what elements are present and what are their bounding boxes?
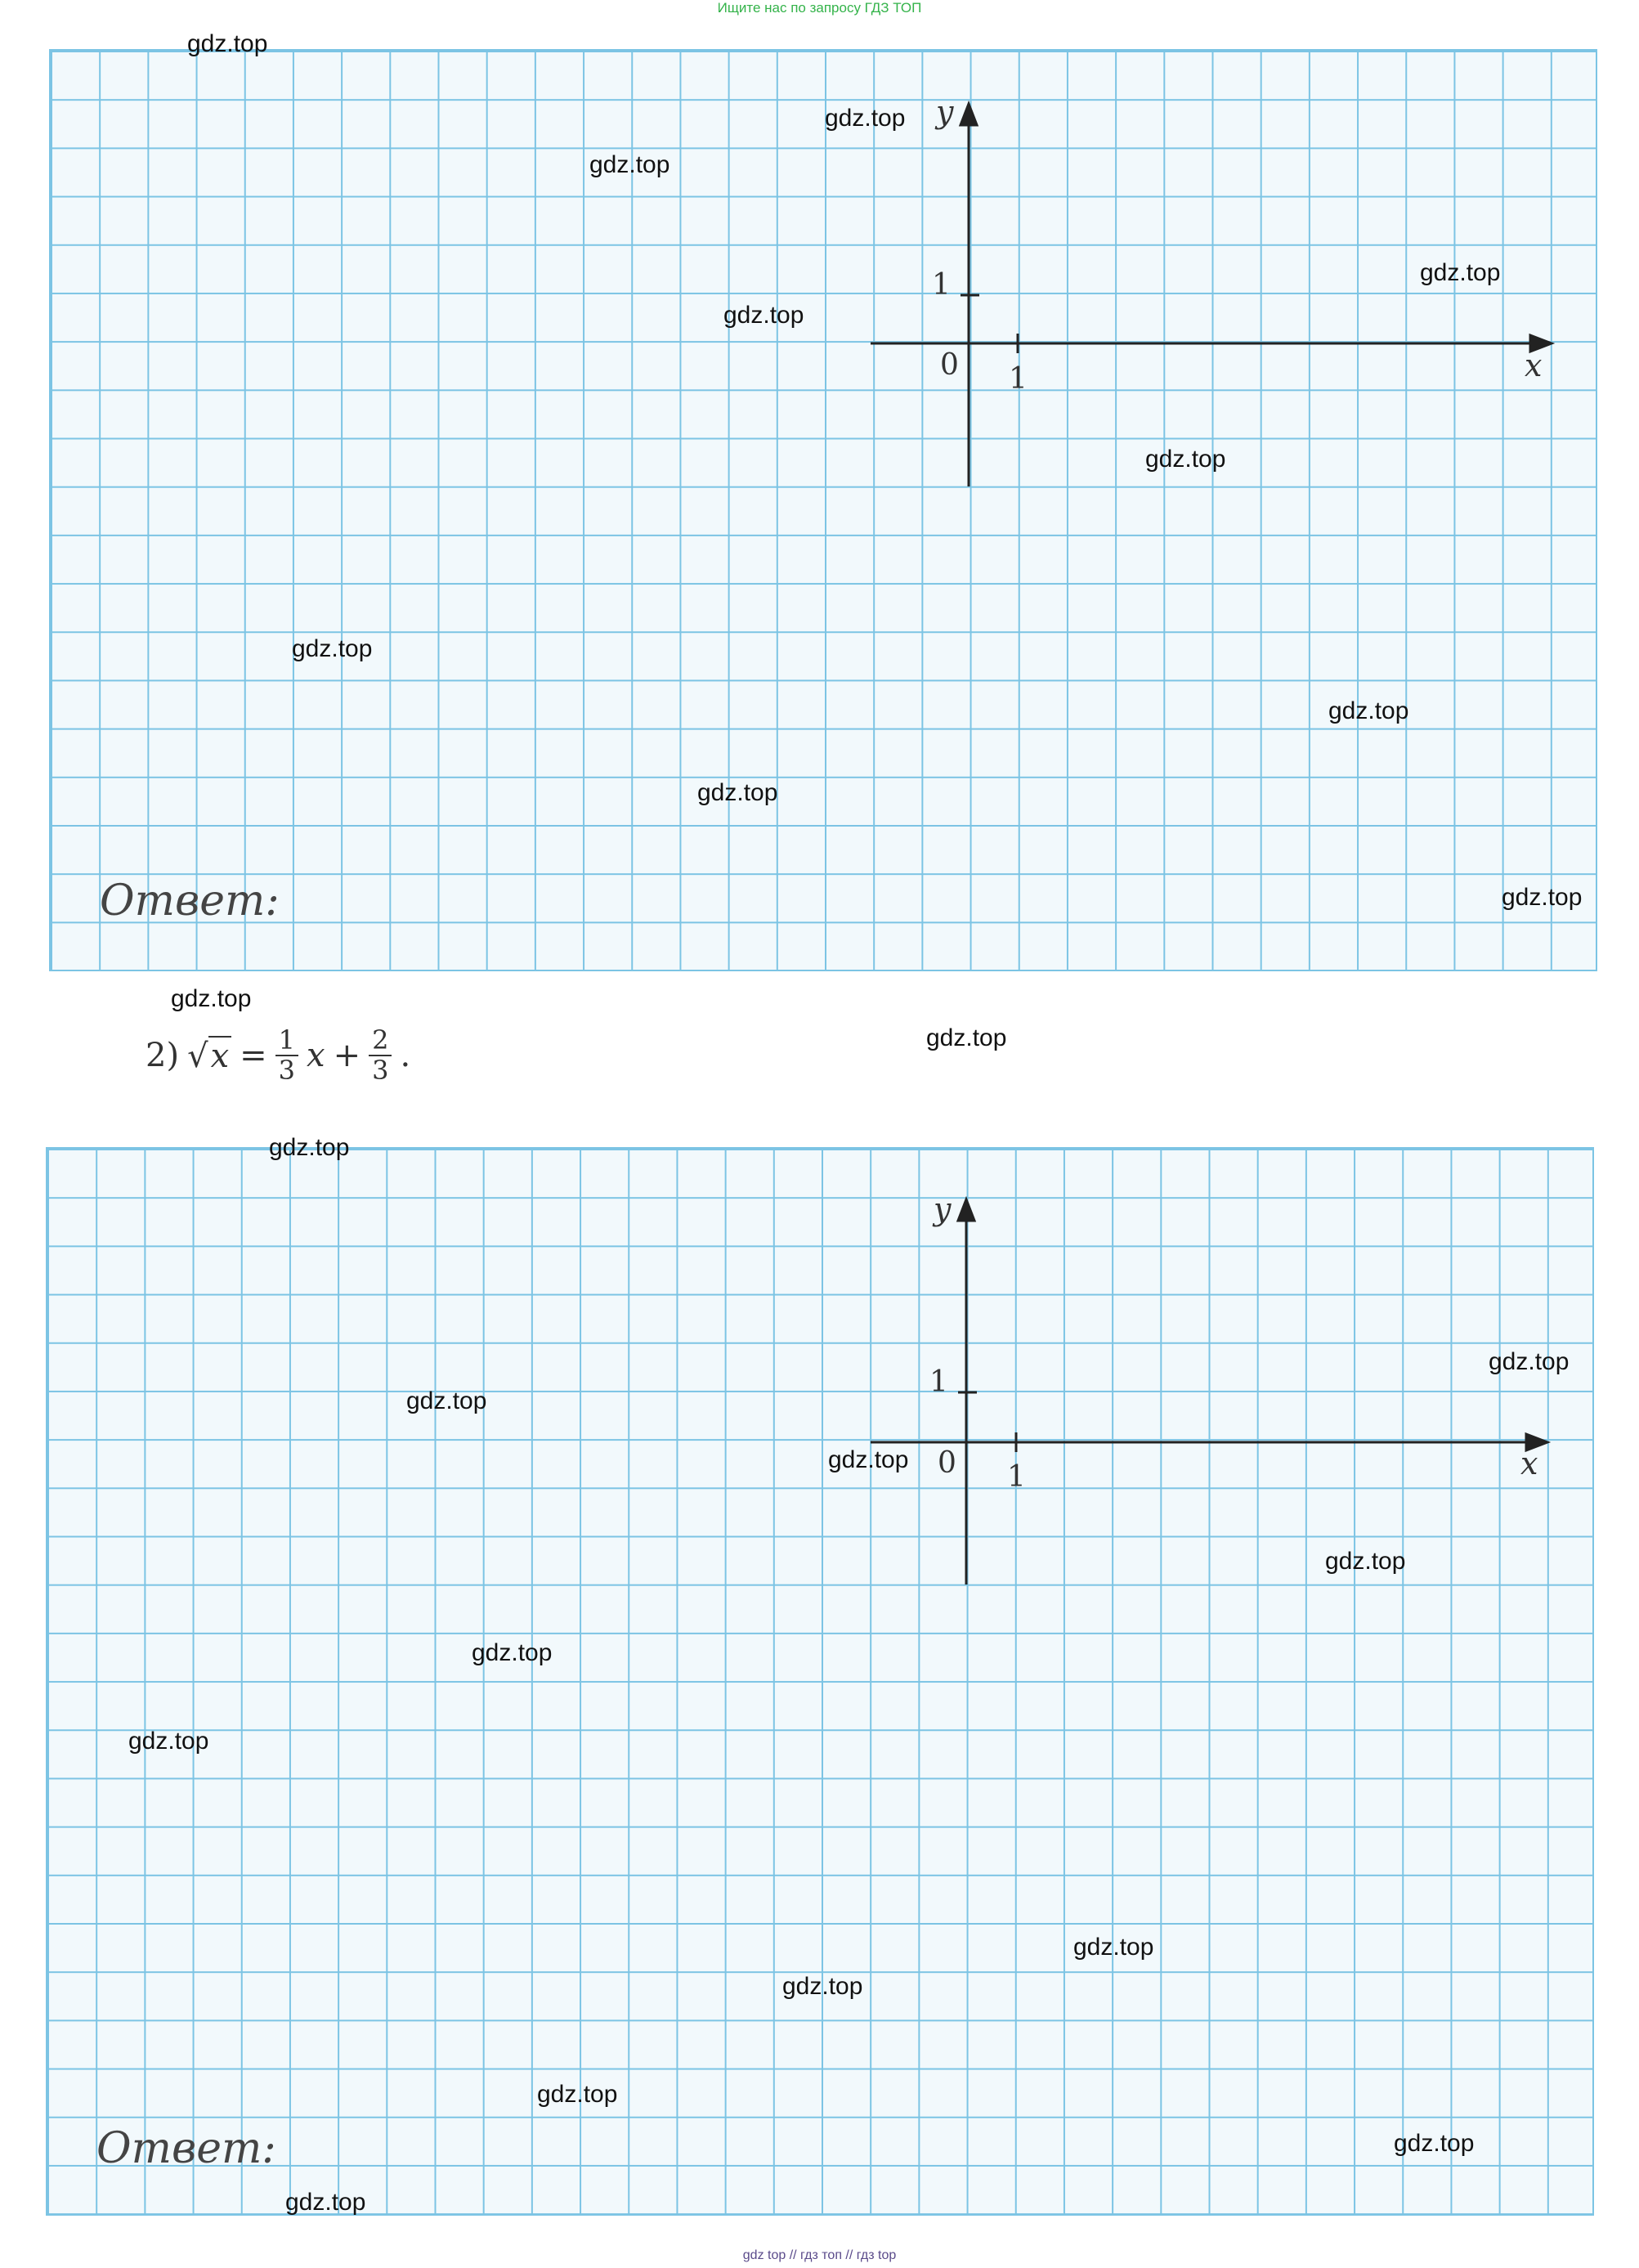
origin-label-1: 0 (940, 348, 959, 382)
watermark: gdz.top (292, 635, 373, 662)
watermark: gdz.top (828, 1446, 909, 1473)
fraction-1-den: 3 (278, 1055, 295, 1087)
x-tick-label-2: 1 (1007, 1460, 1026, 1494)
watermark: gdz.top (187, 30, 268, 57)
sqrt-expression: √ x (187, 1036, 231, 1075)
watermark: gdz.top (589, 151, 670, 178)
fraction-2-num: 2 (369, 1026, 392, 1056)
watermark: gdz.top (171, 985, 252, 1012)
mid-var: x (307, 1037, 325, 1075)
answer-label-2: Ответ: (96, 2124, 276, 2173)
origin-label-2: 0 (938, 1446, 956, 1480)
x-axis-label-2: x (1520, 1446, 1538, 1481)
top-banner[interactable]: Ищите нас по запросу ГДЗ ТОП (717, 0, 922, 16)
watermark: gdz.top (537, 2081, 618, 2108)
watermark: gdz.top (1502, 884, 1583, 911)
watermark: gdz.top (269, 1134, 350, 1161)
watermark: gdz.top (1328, 697, 1409, 724)
sqrt-var: x (208, 1036, 232, 1075)
watermark: gdz.top (782, 1973, 863, 2000)
footer-links[interactable]: gdz top // гдз топ // гдз top (742, 2248, 897, 2262)
x-axis-label-1: x (1525, 347, 1543, 383)
watermark: gdz.top (1394, 2130, 1475, 2157)
equals-sign: = (240, 1037, 267, 1075)
fraction-2-den: 3 (372, 1055, 389, 1087)
watermark: gdz.top (1073, 1934, 1154, 1961)
y-tick-label-1: 1 (932, 268, 951, 302)
watermark: gdz.top (1325, 1548, 1406, 1575)
watermark: gdz.top (128, 1728, 209, 1755)
watermark: gdz.top (825, 105, 906, 132)
fraction-1-num: 1 (275, 1026, 298, 1056)
watermark: gdz.top (406, 1387, 487, 1414)
equation-end: . (400, 1037, 411, 1075)
watermark: gdz.top (1145, 446, 1226, 473)
watermark: gdz.top (926, 1024, 1007, 1051)
watermark: gdz.top (472, 1639, 553, 1666)
x-tick-label-1: 1 (1009, 362, 1028, 396)
watermark: gdz.top (285, 2189, 366, 2216)
watermark: gdz.top (723, 302, 804, 329)
answer-label-1: Ответ: (100, 876, 280, 926)
watermark: gdz.top (697, 779, 778, 806)
y-tick-label-2: 1 (929, 1365, 948, 1399)
y-arrow-2 (958, 1199, 974, 1221)
y-axis-label-1: y (936, 94, 954, 130)
problem-number: 2) (146, 1037, 180, 1075)
watermark: gdz.top (1489, 1348, 1570, 1375)
watermark: gdz.top (1420, 259, 1501, 286)
y-axis-label-2: y (934, 1191, 952, 1227)
plus-sign: + (333, 1037, 361, 1075)
